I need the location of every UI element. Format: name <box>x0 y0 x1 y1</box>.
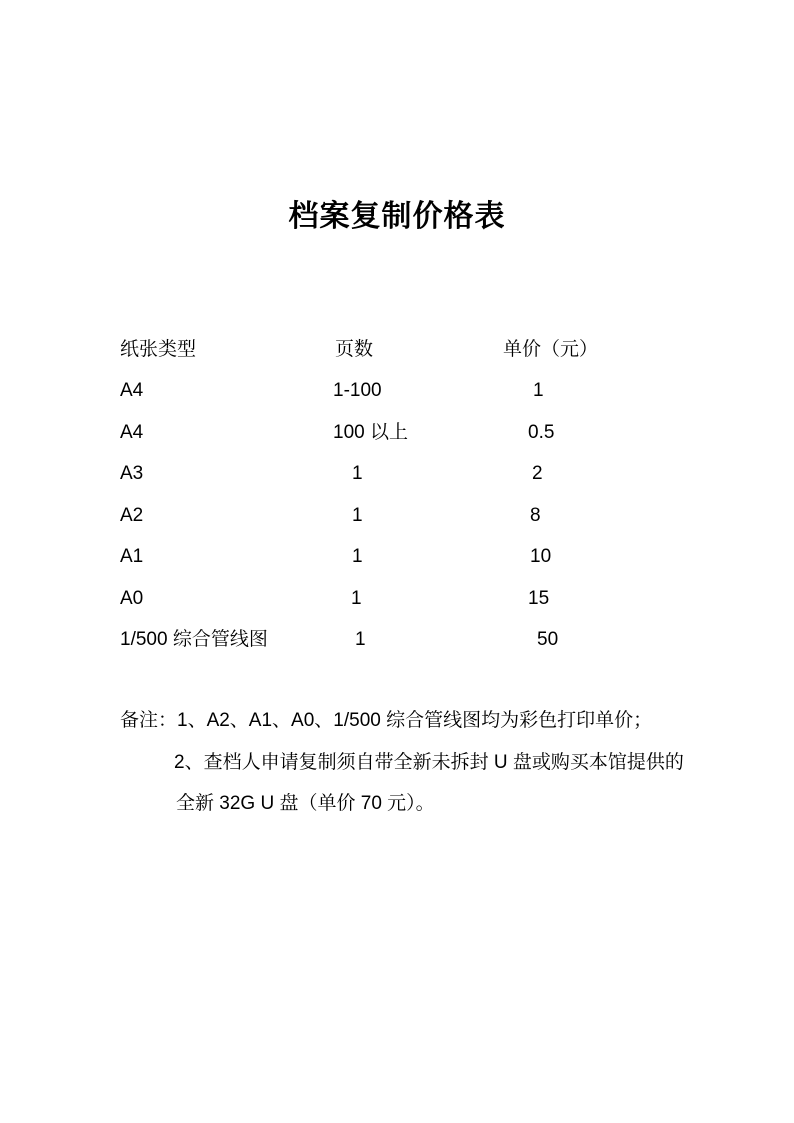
cell-pages: 100 以上 <box>333 421 408 443</box>
column-header-paper-type: 纸张类型 <box>120 338 197 360</box>
cell-unit-price: 50 <box>537 629 559 651</box>
cell-paper-type: A1 <box>120 546 144 568</box>
table-row <box>120 412 680 454</box>
table-row <box>120 537 680 579</box>
cell-paper-type: A2 <box>120 504 144 526</box>
note-line-3: 全新 32G U 盘（单价 70 元）。 <box>176 793 435 814</box>
cell-unit-price: 15 <box>528 587 550 609</box>
note-line-2: 2、查档人申请复制须自带全新未拆封 U 盘或购买本馆提供的 <box>174 752 684 773</box>
page-title: 档案复制价格表 <box>288 200 506 233</box>
cell-unit-price: 10 <box>530 546 552 568</box>
table-row <box>120 578 680 620</box>
cell-unit-price: 2 <box>532 463 543 485</box>
column-header-pages: 页数 <box>335 338 374 360</box>
cell-unit-price: 0.5 <box>528 421 555 443</box>
cell-paper-type: A3 <box>120 463 144 485</box>
table-row <box>120 454 680 496</box>
table-row <box>120 620 680 662</box>
cell-pages: 1 <box>352 463 363 485</box>
table-row <box>120 495 680 537</box>
cell-unit-price: 1 <box>533 380 544 402</box>
column-header-unit-price: 单价（元） <box>503 338 599 360</box>
table-header-row <box>120 329 680 371</box>
table-row <box>120 371 680 413</box>
cell-pages: 1 <box>352 504 363 526</box>
cell-unit-price: 8 <box>530 504 541 526</box>
cell-pages: 1 <box>355 629 366 651</box>
cell-paper-type: A4 <box>120 380 144 402</box>
cell-pages: 1 <box>352 546 363 568</box>
cell-pages: 1 <box>351 587 362 609</box>
note-line-1: 备注：1、A2、A1、A0、1/500 综合管线图均为彩色打印单价； <box>120 710 653 731</box>
cell-pages: 1-100 <box>333 380 382 402</box>
cell-paper-type: A0 <box>120 587 144 609</box>
cell-paper-type: A4 <box>120 421 144 443</box>
cell-paper-type: 1/500 综合管线图 <box>120 629 268 651</box>
price-table <box>120 329 680 661</box>
